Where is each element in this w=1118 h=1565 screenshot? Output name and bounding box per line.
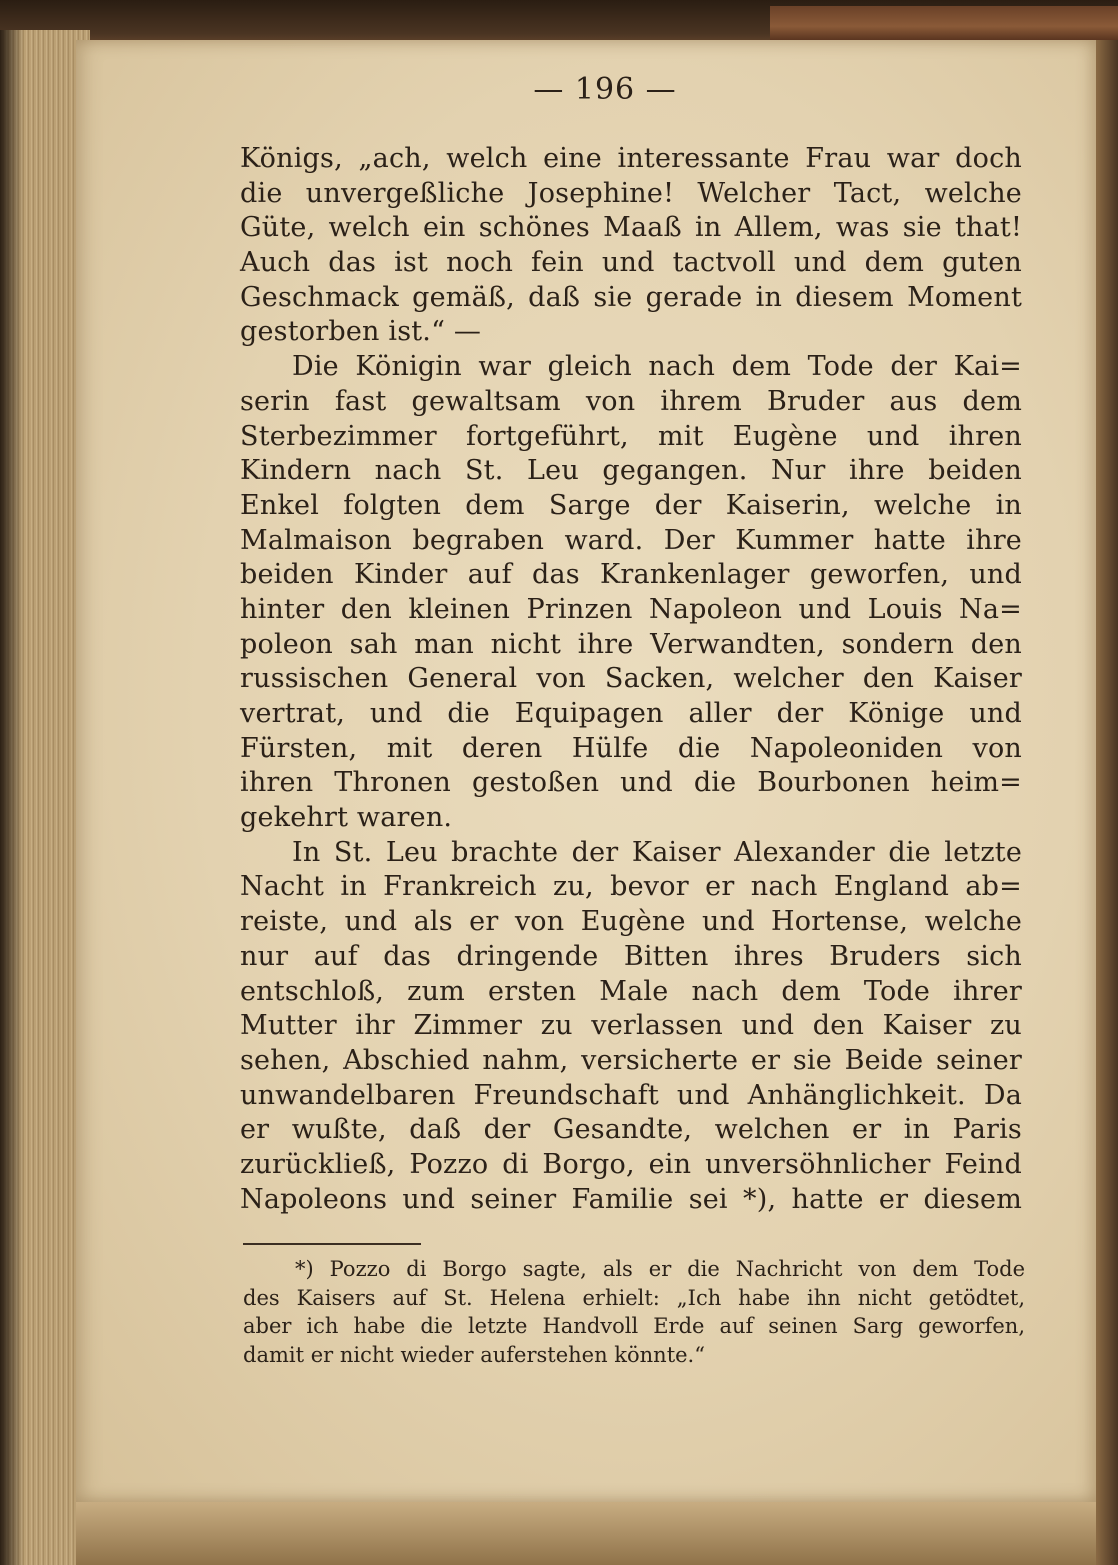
- footnote-rule: [243, 1243, 421, 1245]
- footnote-line: *) Pozzo di Borgo sagte, als er die Nachricht von dem Tode: [295, 1257, 1025, 1281]
- page-number: — 196 —: [533, 72, 677, 107]
- text-line: Nacht in Frankreich zu, bevor er nach England ab=: [240, 871, 1022, 903]
- text-line: Napoleons und seiner Familie sei *), hatte er diesem: [240, 1183, 1022, 1215]
- text-line: beiden Kinder auf das Krankenlager geworfen, und: [240, 559, 1022, 591]
- page-edges-shadow: [0, 30, 24, 1565]
- footnote-line: damit er nicht wieder auferstehen könnte.“: [243, 1342, 705, 1367]
- text-line: gekehrt waren.: [240, 802, 453, 834]
- text-line: Die Königin war gleich nach dem Tode der Kai=: [292, 351, 1022, 383]
- text-line: nur auf das dringende Bitten ihres Bruders sich: [240, 940, 1022, 972]
- text-line: Sterbezimmer fortgeführt, mit Eugène und ihren: [240, 420, 1022, 452]
- text-line: vertrat, und die Equipagen aller der Könige und: [240, 698, 1022, 729]
- text-line: Kindern nach St. Leu gegangen. Nur ihre beiden: [240, 455, 1022, 487]
- right-book-edge: [1096, 40, 1118, 1565]
- text-line: Fürsten, mit deren Hülfe die Napoleoniden von: [240, 732, 1022, 764]
- text-line: In St. Leu brachte der Kaiser Alexander die letzte: [292, 836, 1022, 868]
- page-bottom-edge: [76, 1502, 1096, 1565]
- text-line: poleon sah man nicht ihre Verwandten, sondern den: [240, 628, 1022, 660]
- text-line: sehen, Abschied nahm, versicherte er sie Beide seiner: [240, 1044, 1022, 1076]
- text-line: Malmaison begraben ward. Der Kummer hatte ihre: [240, 524, 1022, 556]
- text-line: ihren Thronen gestoßen und die Bourbonen heim=: [240, 767, 1022, 799]
- text-line: gestorben ist.“ —: [240, 316, 482, 348]
- footnote-line: aber ich habe die letzte Handvoll Erde auf seinen Sarg geworfen,: [243, 1314, 1025, 1338]
- text-line: unwandelbaren Freundschaft und Anhänglichkeit. Da: [240, 1079, 1022, 1111]
- binding-band: [770, 6, 1118, 40]
- text-line: hinter den kleinen Prinzen Napoleon und Louis Na=: [240, 593, 1022, 625]
- text-line: Auch das ist noch fein und tactvoll und dem guten: [240, 247, 1022, 279]
- text-line: reiste, und als er von Eugène und Hortense, welche: [240, 906, 1022, 938]
- text-line: er wußte, daß der Gesandte, welchen er in Paris: [240, 1114, 1022, 1146]
- text-line: russischen General von Sacken, welcher den Kaiser: [240, 663, 1022, 695]
- text-line: die unvergeßliche Josephine! Welcher Tact, welche: [240, 177, 1022, 209]
- text-line: Königs, „ach, welch eine interessante Frau war doch: [240, 143, 1022, 174]
- footnote: [243, 1255, 1025, 1369]
- text-line: Geschmack gemäß, daß sie gerade in diesem Moment: [240, 281, 1022, 313]
- text-line: serin fast gewaltsam von ihrem Bruder aus dem: [240, 385, 1022, 417]
- text-line: Enkel folgten dem Sarge der Kaiserin, welche in: [240, 489, 1022, 521]
- text-line: Güte, welch ein schönes Maaß in Allem, was sie that!: [240, 212, 1022, 244]
- footnote-line: des Kaisers auf St. Helena erhielt: „Ich habe ihn nicht getödtet,: [243, 1285, 1025, 1310]
- body-text: [240, 142, 1022, 1217]
- text-line: zurückließ, Pozzo di Borgo, ein unversöhnlicher Feind: [240, 1148, 1022, 1180]
- text-line: Mutter ihr Zimmer zu verlassen und den Kaiser zu: [240, 1010, 1022, 1042]
- text-line: entschloß, zum ersten Male nach dem Tode ihrer: [240, 975, 1022, 1007]
